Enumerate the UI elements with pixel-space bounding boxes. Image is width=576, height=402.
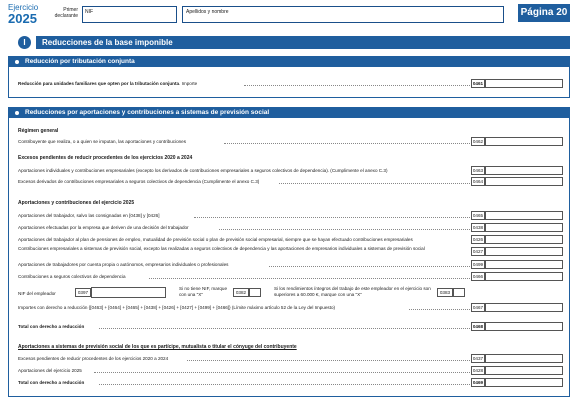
box-code-0428: 0428 (472, 368, 484, 373)
box-code-0427: 0427 (472, 249, 484, 254)
row-aport-0466: Contribuciones a seguros colectivos de dependencia (18, 274, 126, 279)
panel-title: Reducción por tributación conjunta (25, 58, 135, 65)
panel-prevision-social (8, 107, 570, 397)
input-0463[interactable] (485, 166, 563, 175)
box-code-0438: 0438 (472, 225, 484, 230)
input-0467[interactable] (485, 303, 563, 312)
input-0438[interactable] (485, 223, 563, 232)
ejercicio-label: Ejercicio (8, 3, 39, 12)
si-no-tiene-nif-label: Si no tiene NIF, marque con una "X" (179, 286, 228, 297)
ejercicio-year: 2025 (8, 11, 37, 26)
box-code-0466: 0466 (472, 274, 484, 279)
box-code-0461: 0461 (472, 81, 484, 86)
section-number: I (18, 36, 31, 49)
rendimientos-label: Si los rendimientos íntegros del trabajo de este empleador en el ejercicio son superiores a 60.000 €, marque con una "X" (274, 286, 431, 297)
box-code-0499: 0499 (472, 262, 484, 267)
leader-dots (187, 360, 470, 361)
box-code-0469: 0469 (472, 380, 484, 385)
nif-label: NIF (85, 9, 94, 15)
input-0426[interactable] (485, 235, 563, 244)
input-0466[interactable] (485, 272, 563, 281)
row-aport-0465: Aportaciones del trabajador, salvo las consignadas en [0438] y [0426] (18, 213, 160, 218)
bullet-icon (15, 60, 19, 64)
nif-field[interactable] (82, 6, 177, 23)
panel-title: Reducciones por aportaciones y contribuciones a sistemas de previsión social (25, 109, 270, 116)
input-0464[interactable] (485, 177, 563, 186)
section-title: Reducciones de la base imponible (36, 36, 570, 49)
leader-dots (99, 328, 470, 329)
nif-empleador-label: NIF del empleador (18, 291, 56, 296)
leader-dots (279, 183, 470, 184)
leader-dots (269, 266, 470, 267)
box-code-0462: 0462 (472, 139, 484, 144)
panel-tributacion-conjunta (8, 56, 570, 98)
input-0469[interactable] (485, 378, 563, 387)
box-code-0426: 0426 (472, 237, 484, 242)
row-label: Reducción para unidades familiares que opten por la tributación conjunta (18, 81, 180, 86)
primer-declarante-label: Primer declarante (54, 7, 78, 19)
box-code-0464: 0464 (472, 179, 484, 184)
input-0437[interactable] (485, 354, 563, 363)
leader-dots (194, 217, 470, 218)
input-0468[interactable] (485, 322, 563, 331)
row-reduccion-conjunta (18, 81, 197, 87)
box-code-0382: 0382 (233, 288, 249, 297)
regimen-general-heading: Régimen general (18, 128, 59, 134)
row-conyuge-0428: Aportaciones del ejercicio 2025 (18, 368, 82, 373)
row-aport-0499: Aportaciones de trabajadores por cuenta propia o autónomos, empresarios individuales o profesionales (18, 262, 229, 267)
leader-dots (244, 85, 470, 86)
checkbox-no-nif[interactable] (249, 288, 261, 297)
leader-dots (224, 143, 470, 144)
apellidos-field[interactable] (182, 6, 504, 23)
leader-dots (99, 384, 470, 385)
row-aport-0427: Contribuciones empresariales a sistemas de previsión social, excepto las realizadas a seguros colectivos de dependencia y las aportaciones de empresarios individuales a sistemas de previsión social (18, 246, 425, 251)
excesos-heading: Excesos pendientes de reducir procedentes de los ejercicios 2020 a 2024 (18, 155, 193, 161)
apellidos-label: Apellidos y nombre (186, 9, 229, 15)
row-label-tail: . Importe (179, 81, 198, 86)
row-contribuyente: Contribuyente que realiza, o a quien se imputan, las aportaciones y contribuciones (18, 139, 187, 144)
row-total-conyuge: Total con derecho a reducción (18, 380, 85, 385)
conyuge-heading: Aportaciones a sistemas de previsión social de los que es partícipe, mutualista o titular el cónyuge del contribuyente (18, 344, 297, 350)
page-number: Página 20 (518, 4, 570, 22)
row-excesos-2: Excesos derivados de contribuciones empresariales a seguros colectivos de dependencia (Cumplimente el anexo C.3) (18, 179, 260, 184)
box-code-0465: 0465 (472, 213, 484, 218)
box-code-0437: 0437 (472, 356, 484, 361)
leader-dots (219, 229, 470, 230)
row-total: Total con derecho a reducción (18, 324, 85, 329)
input-0462[interactable] (485, 137, 563, 146)
aportaciones-heading: Aportaciones y contribuciones del ejercicio 2025 (18, 200, 135, 206)
box-code-0463: 0463 (472, 168, 484, 173)
leader-dots (409, 309, 470, 310)
input-0461[interactable] (485, 79, 563, 88)
input-0499[interactable] (485, 260, 563, 269)
panel-header (9, 57, 569, 67)
leader-dots (94, 372, 470, 373)
box-code-0397: 0397 (75, 288, 91, 297)
row-conyuge-0437: Excesos pendientes de reducir procedentes de los ejercicios 2020 a 2024 (18, 356, 169, 361)
row-importes: Importes con derecho a reducción {[0463] + [0464] + [0465] + [0438] + [0426] + [0427] + [0499] + [0466]} (Límite máximo artículo 52 de la Ley del Impuesto) (18, 305, 336, 310)
leader-dots (149, 278, 470, 279)
panel-header (9, 108, 569, 118)
box-code-0468: 0468 (472, 324, 484, 329)
row-aport-0426: Aportaciones del trabajador al plan de pensiones de empleo, mutualidad de previsión social o plan de previsión social empresarial, siempre que se hayan efectuado contribuciones empresariales (18, 237, 413, 242)
input-nif-empleador[interactable] (91, 287, 166, 298)
box-code-0383: 0383 (437, 288, 453, 297)
input-0465[interactable] (485, 211, 563, 220)
input-0427[interactable] (485, 247, 563, 256)
checkbox-rendimientos[interactable] (453, 288, 465, 297)
bullet-icon (15, 111, 19, 115)
input-0428[interactable] (485, 366, 563, 375)
box-code-0467: 0467 (472, 305, 484, 310)
row-excesos-1: Aportaciones individuales y contribuciones empresariales (excepto los derivados de contribuciones empresariales a seguros colectivos de dependencia). (Cumplimente el anexo C.3) (18, 168, 388, 173)
row-aport-0438: Aportaciones efectuadas por la empresa que deriven de una decisión del trabajador (18, 225, 189, 230)
